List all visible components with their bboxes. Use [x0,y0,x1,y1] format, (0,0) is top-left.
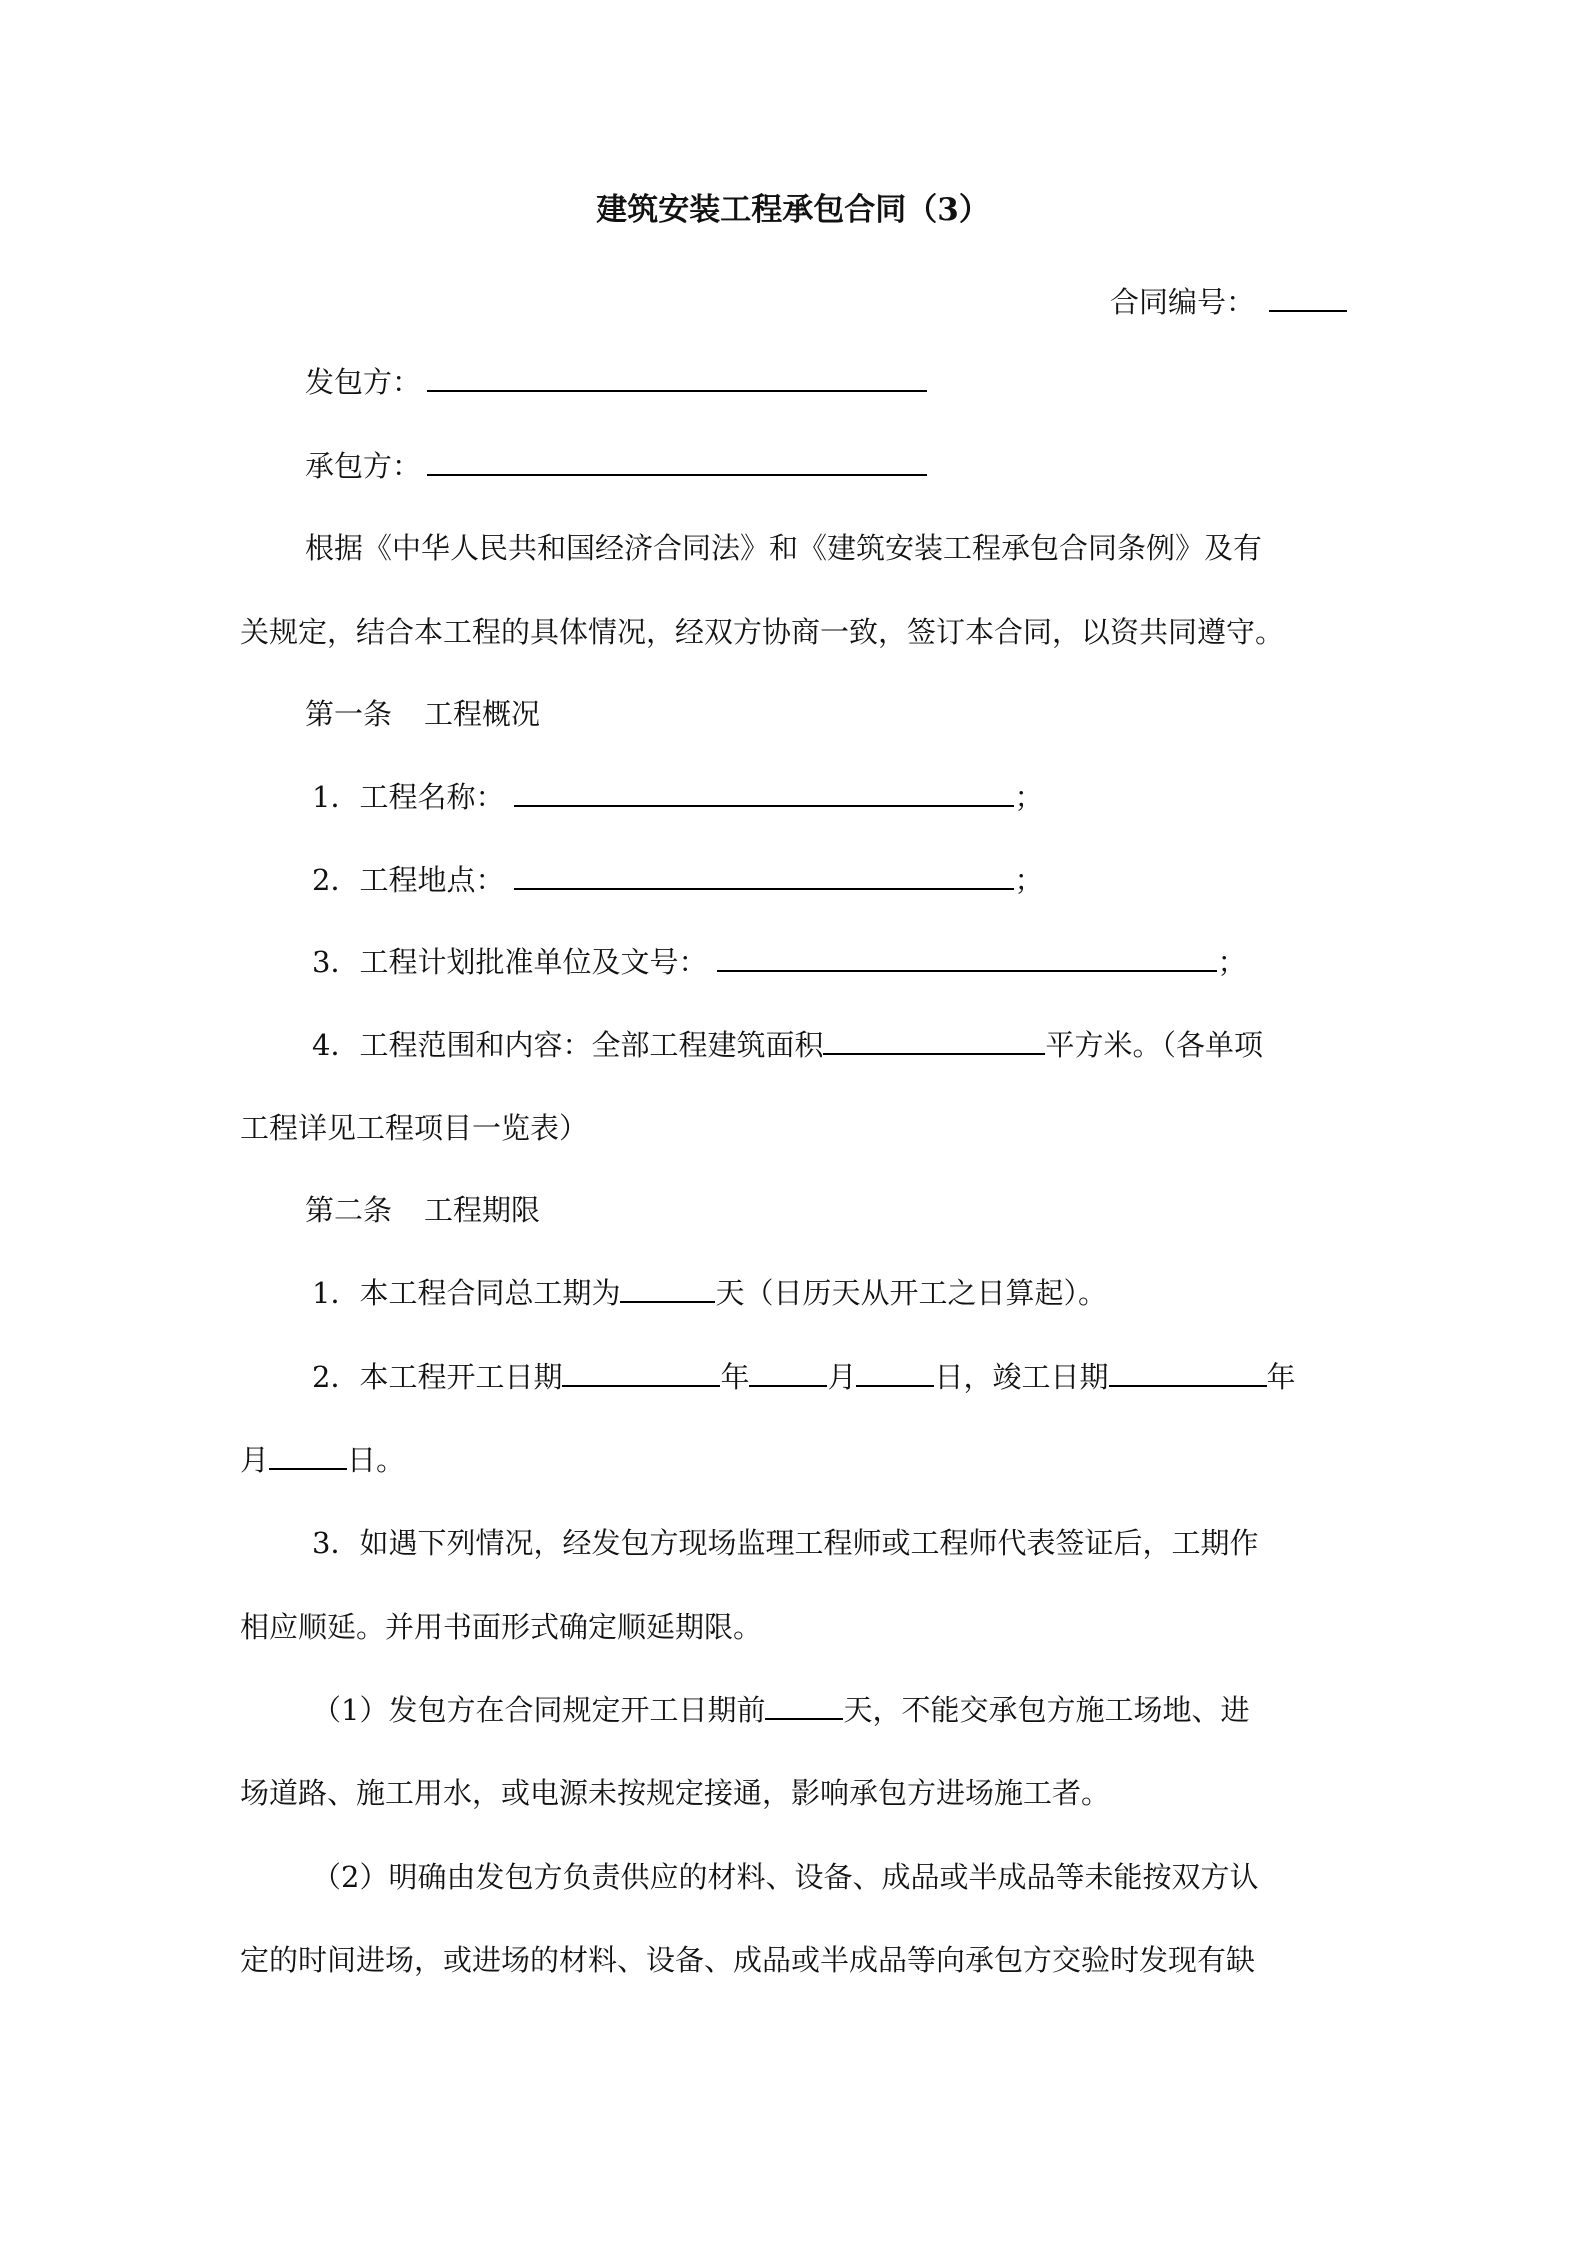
employer-row [305,362,927,402]
end-year-blank[interactable] [1109,1359,1267,1387]
approval-label: 3．工程计划批准单位及文号： [312,945,708,979]
extension-line-2: 相应顺延。并用书面形式确定顺延期限。 [240,1610,763,1644]
article-1-title: 工程概况 [424,697,541,731]
contract-number-blank[interactable] [1269,284,1347,312]
duration-row [312,1273,1107,1313]
document-title: 建筑安装工程承包合同（3） [596,192,990,228]
scope-label: 4．工程范围和内容：全部工程建筑面积 [312,1028,824,1062]
case-1-label: （1）发包方在合同规定开工日期前 [312,1693,766,1727]
semicolon: ； [1014,863,1044,897]
case-1-continuation: 场道路、施工用水，或电源未按规定接通，影响承包方进场施工者。 [240,1776,1111,1810]
month-label: 月 [240,1443,270,1477]
completion-date-label: 日，竣工日期 [934,1360,1109,1394]
article-2-number: 第二条 [305,1193,393,1227]
project-name-blank[interactable] [514,779,1014,807]
start-date-label: 2．本工程开工日期 [312,1360,563,1394]
extension-line-1: 3．如遇下列情况，经发包方现场监理工程师或工程师代表签证后，工期作 [312,1526,1259,1560]
year-label: 年 [1266,1360,1296,1394]
semicolon: ； [1217,945,1247,979]
dates-continuation [240,1440,405,1480]
article-1-heading [305,694,540,734]
case-2-line-1: （2）明确由发包方负责供应的材料、设备、成品或半成品等未能按双方认 [312,1860,1259,1894]
duration-days-blank[interactable] [620,1275,715,1303]
preamble-line-2: 关规定，结合本工程的具体情况，经双方协商一致，签订本合同，以资共同遵守。 [240,615,1285,649]
duration-unit: 天（日历天从开工之日算起）。 [715,1276,1107,1310]
start-day-blank[interactable] [856,1359,934,1387]
case-2-line-2: 定的时间进场，或进场的材料、设备、成品或半成品等向承包方交验时发现有缺 [240,1943,1256,1977]
article-2-title: 工程期限 [424,1193,541,1227]
month-label: 月 [827,1360,857,1394]
article-2-heading [305,1190,540,1230]
case-1-row [312,1690,1249,1730]
scope-row [312,1025,1263,1065]
employer-label: 发包方： [305,365,422,399]
end-day-blank[interactable] [269,1442,347,1470]
project-location-label: 2．工程地点： [312,863,505,897]
scope-unit: 平方米。（各单项 [1045,1028,1263,1062]
project-location-row [312,860,1043,900]
duration-label: 1．本工程合同总工期为 [312,1276,621,1310]
contract-number-row [1110,282,1347,322]
day-label: 日。 [347,1443,406,1477]
case-1-text: 天，不能交承包方施工场地、进 [843,1693,1250,1727]
scope-continuation: 工程详见工程项目一览表） [240,1111,589,1145]
approval-row [312,942,1246,982]
contractor-label: 承包方： [305,449,422,483]
contractor-blank[interactable] [427,448,927,476]
start-year-blank[interactable] [562,1359,720,1387]
article-1-number: 第一条 [305,697,393,731]
year-label: 年 [720,1360,750,1394]
project-location-blank[interactable] [514,862,1014,890]
contract-number-label: 合同编号： [1110,285,1256,319]
floor-area-blank[interactable] [823,1027,1045,1055]
dates-row [312,1357,1296,1397]
employer-blank[interactable] [427,364,927,392]
start-month-blank[interactable] [749,1359,827,1387]
semicolon: ； [1014,780,1044,814]
approval-blank[interactable] [717,944,1217,972]
preamble-line-1: 根据《中华人民共和国经济合同法》和《建筑安装工程承包合同条例》及有 [305,531,1263,565]
case-1-days-blank[interactable] [765,1692,843,1720]
project-name-label: 1．工程名称： [312,780,505,814]
project-name-row [312,777,1043,817]
contractor-row [305,446,927,486]
